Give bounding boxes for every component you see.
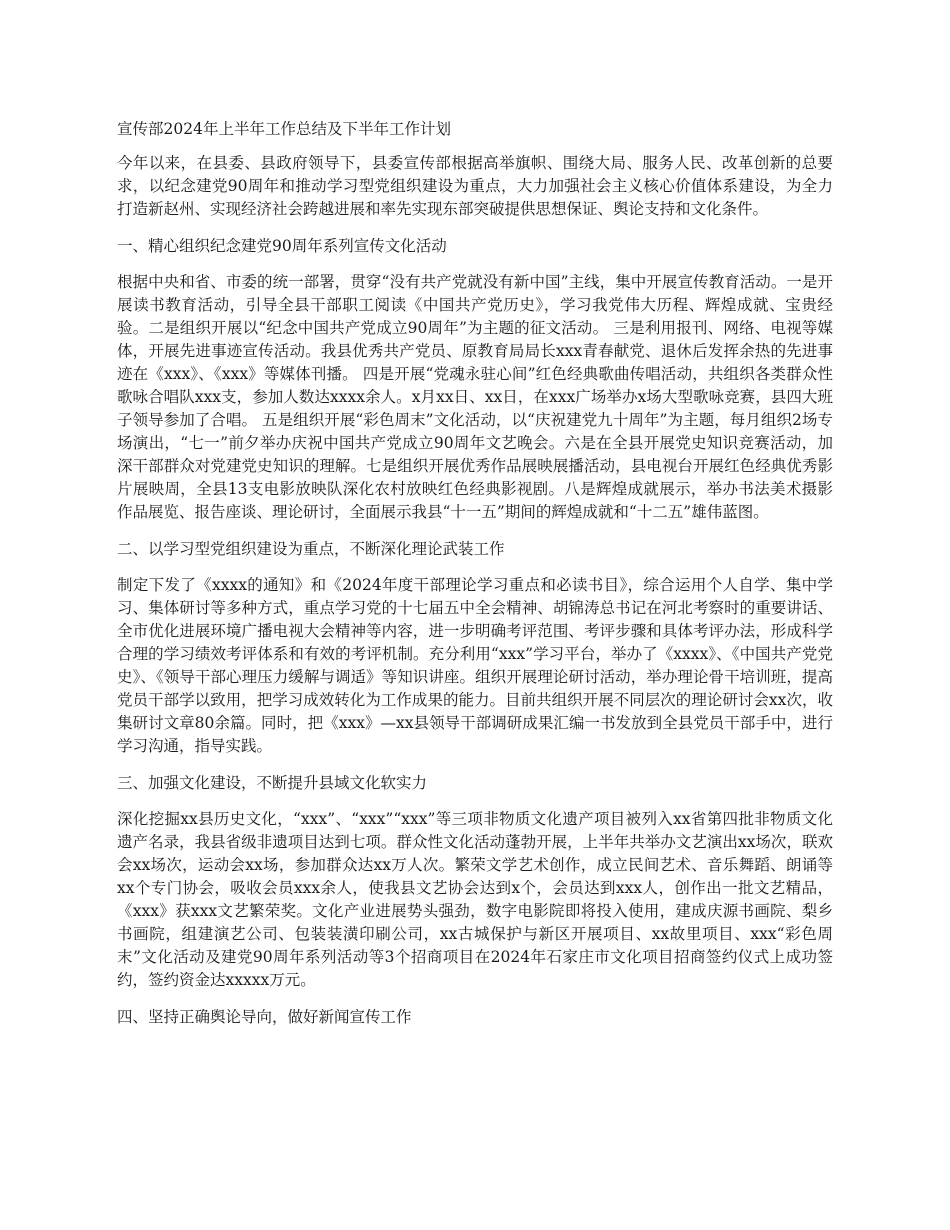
section-1-heading: 一、精心组织纪念建党90周年系列宣传文化活动 <box>117 237 447 255</box>
section-4-heading: 四、坚持正确舆论导向，做好新闻宣传工作 <box>117 1008 412 1026</box>
section-3-body: 深化挖掘xx县历史文化，“xxx”、“xxx”“xxx”等三项非物质文化遗产项目被列入xx省第四批非物质文化遗产名录，我县省级非遗项目达到七项。群众性文化活动蓬勃开展，上半年共举办文艺演出xx场次，联欢会xx场次，运动会xx场，参加群众达xx万人次。繁荣文学艺术创作，成立民间艺术、音乐舞蹈、朗诵等xx个专门协会，吸收会员xxx余人，使我县文艺协会达到x个，会员达到xxx人，创作出一批文艺精品，《xxx》获xxx文艺繁荣奖。文化产业进展势头强劲，数字电影院即将投入使用，建成庆源书画院、梨乡书画院，组建演艺公司、包装装潢印刷公司，xx古城保护与新区开展项目、xx故里项目、xxx“彩色周末”文化活动及建党90周年系列活动等3个招商项目在2024年石家庄市文化项目招商签约仪式上成功签约，签约资金达xxxxx万元。 <box>117 810 833 989</box>
section-2-body: 制定下发了《xxxx的通知》和《2024年度干部理论学习重点和必读书目》，综合运用个人自学、集中学习、集体研讨等多种方式，重点学习党的十七届五中全会精神、胡锦涛总书记在河北考察时的重要讲话、全市优化进展环境广播电视大会精神等内容，进一步明确考评范围、考评步骤和具体考评办法，形成科学合理的学习绩效考评体系和有效的考评机制。充分利用“xxx”学习平台，举办了《xxxx》、《中国共产党党史》、《领导干部心理压力缓解与调适》等知识讲座。组织开展理论研讨活动，举办理论骨干培训班，提高党员干部学以致用，把学习成效转化为工作成果的能力。目前共组织开展不同层次的理论研讨会xx次，收集研讨文章80余篇。同时，把《xxx》—xx县领导干部调研成果汇编一书发放到全县党员干部手中，进行学习沟通，指导实践。 <box>117 576 833 755</box>
intro-paragraph: 今年以来，在县委、县政府领导下，县委宣传部根据高举旗帜、围绕大局、服务人民、改革创新的总要求，以纪念建党90周年和推动学习型党组织建设为重点，大力加强社会主义核心价值体系建设，为全力打造新赵州、实现经济社会跨越进展和率先实现东部突破提供思想保证、舆论支持和文化条件。 <box>117 154 833 218</box>
section-2-heading: 二、以学习型党组织建设为重点，不断深化理论武装工作 <box>117 540 505 558</box>
section-3-heading: 三、加强文化建设，不断提升县域文化软实力 <box>117 774 428 792</box>
section-1-body: 根据中央和省、市委的统一部署，贯穿“没有共产党就没有新中国”主线，集中开展宣传教育活动。一是开展读书教育活动，引导全县干部职工阅读《中国共产党历史》，学习我党伟大历程、辉煌成就、宝贵经验。二是组织开展以“纪念中国共产党成立90周年”为主题的征文活动。 三是利用报刊、网络、电视等媒体，开展先进事迹宣传活动。我县优秀共产党员、原教育局局长xxx青春献党、退休后发挥余热的先进事迹在《xxx》、《xxx》等媒体刊播。 四是开展“党魂永驻心间”红色经典歌曲传唱活动，共组织各类群众性歌咏合唱队xxx支，参加人数达xxxx余人。x月xx日、xx日，在xxx广场举办x场大型歌咏竞赛，县四大班子领导参加了合唱。 五是组织开展“彩色周末”文化活动，以“庆祝建党九十周年”为主题，每月组织2场专场演出，“七一”前夕举办庆祝中国共产党成立90周年文艺晚会。六是在全县开展党史知识竞赛活动，加深干部群众对党建党史知识的理解。七是组织开展优秀作品展映展播活动，县电视台开展红色经典优秀影片展映周，全县13支电影放映队深化农村放映红色经典影视剧。八是辉煌成就展示，举办书法美术摄影作品展览、报告座谈、理论研讨，全面展示我县“十一五”期间的辉煌成就和“十二五”雄伟蓝图。 <box>117 273 833 521</box>
document-title: 宣传部2024年上半年工作总结及下半年工作计划 <box>117 120 451 138</box>
document-page <box>117 118 833 1042</box>
